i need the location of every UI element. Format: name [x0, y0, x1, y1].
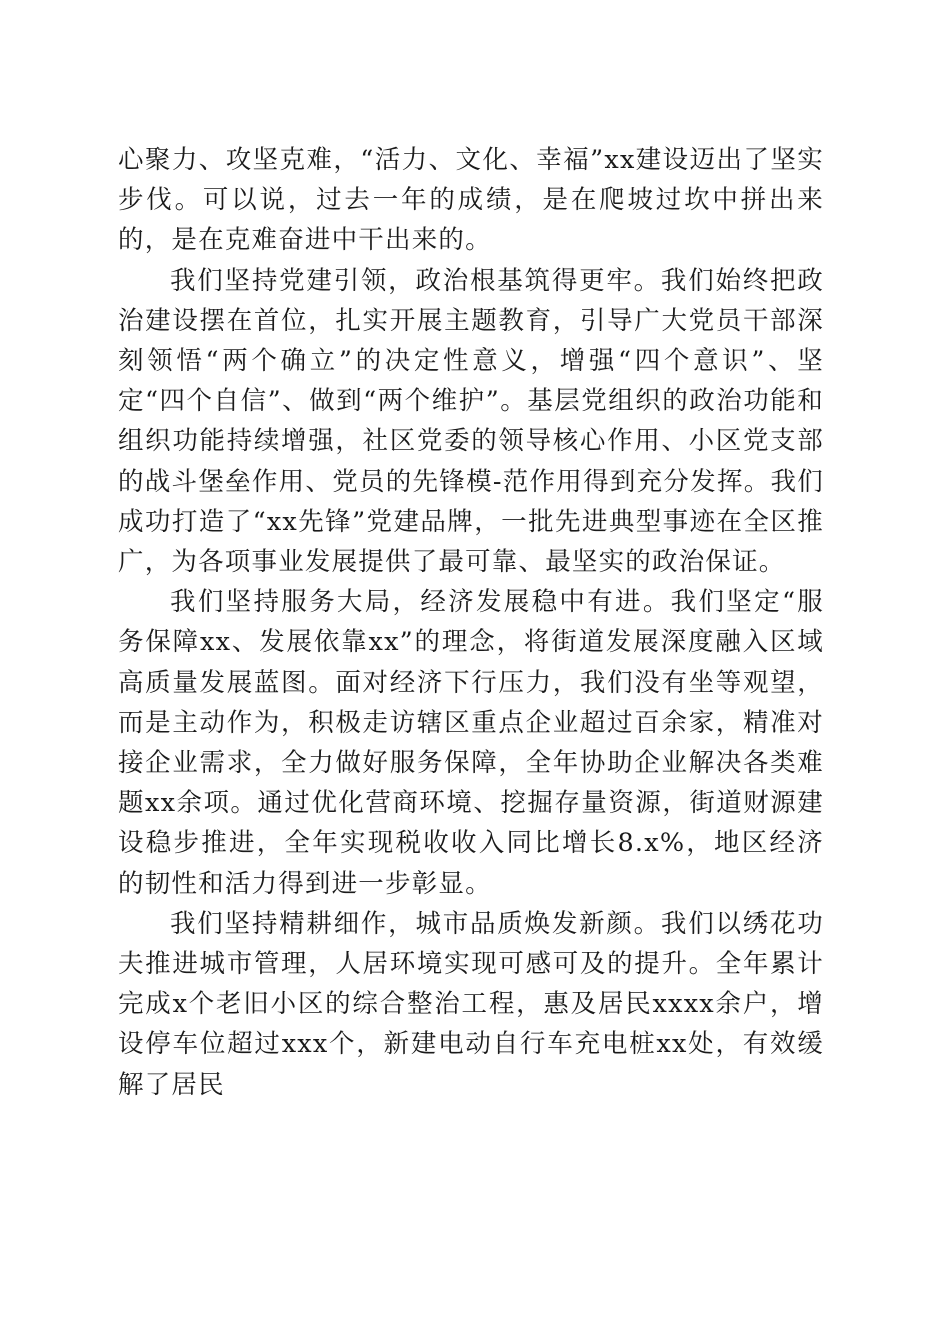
paragraph-1: 心聚力、攻坚克难，“活力、文化、幸福”xx建设迈出了坚实步伐。可以说，过去一年的成绩，是在爬坡过坎中拼出来的，是在克难奋进中干出来的。	[118, 145, 824, 256]
paragraph-3: 我们坚持服务大局，经济发展稳中有进。我们坚定“服务保障xx、发展依靠xx”的理念，将街道发展深度融入区域高质量发展蓝图。面对经济下行压力，我们没有坐等观望，而是主动作为，积极走访辖区重点企业超过百余家，精准对接企业需求，全力做好服务保障，全年协助企业解决各类难题xx余项。通过优化营商环境、挖掘存量资源，街道财源建设稳步推进，全年实现税收收入同比增长8.x%，地区经济的韧性和活力得到进一步彰显。	[118, 587, 824, 899]
paragraph-4: 我们坚持精耕细作，城市品质焕发新颜。我们以绣花功夫推进城市管理，人居环境实现可感可及的提升。全年累计完成x个老旧小区的综合整治工程，惠及居民xxxx余户，增设停车位超过xxx个，新建电动自行车充电桩xx处，有效缓解了居民	[118, 908, 824, 1100]
paragraph-2: 我们坚持党建引领，政治根基筑得更牢。我们始终把政治建设摆在首位，扎实开展主题教育，引导广大党员干部深刻领悟“两个确立”的决定性意义，增强“四个意识”、坚定“四个自信”、做到“两个维护”。基层党组织的政治功能和组织功能持续增强，社区党委的领导核心作用、小区党支部的战斗堡垒作用、党员的先锋模-范作用得到充分发挥。我们成功打造了“xx先锋”党建品牌，一批先进典型事迹在全区推广，为各项事业发展提供了最可靠、最坚实的政治保证。	[118, 265, 824, 578]
document-body	[118, 140, 824, 1105]
